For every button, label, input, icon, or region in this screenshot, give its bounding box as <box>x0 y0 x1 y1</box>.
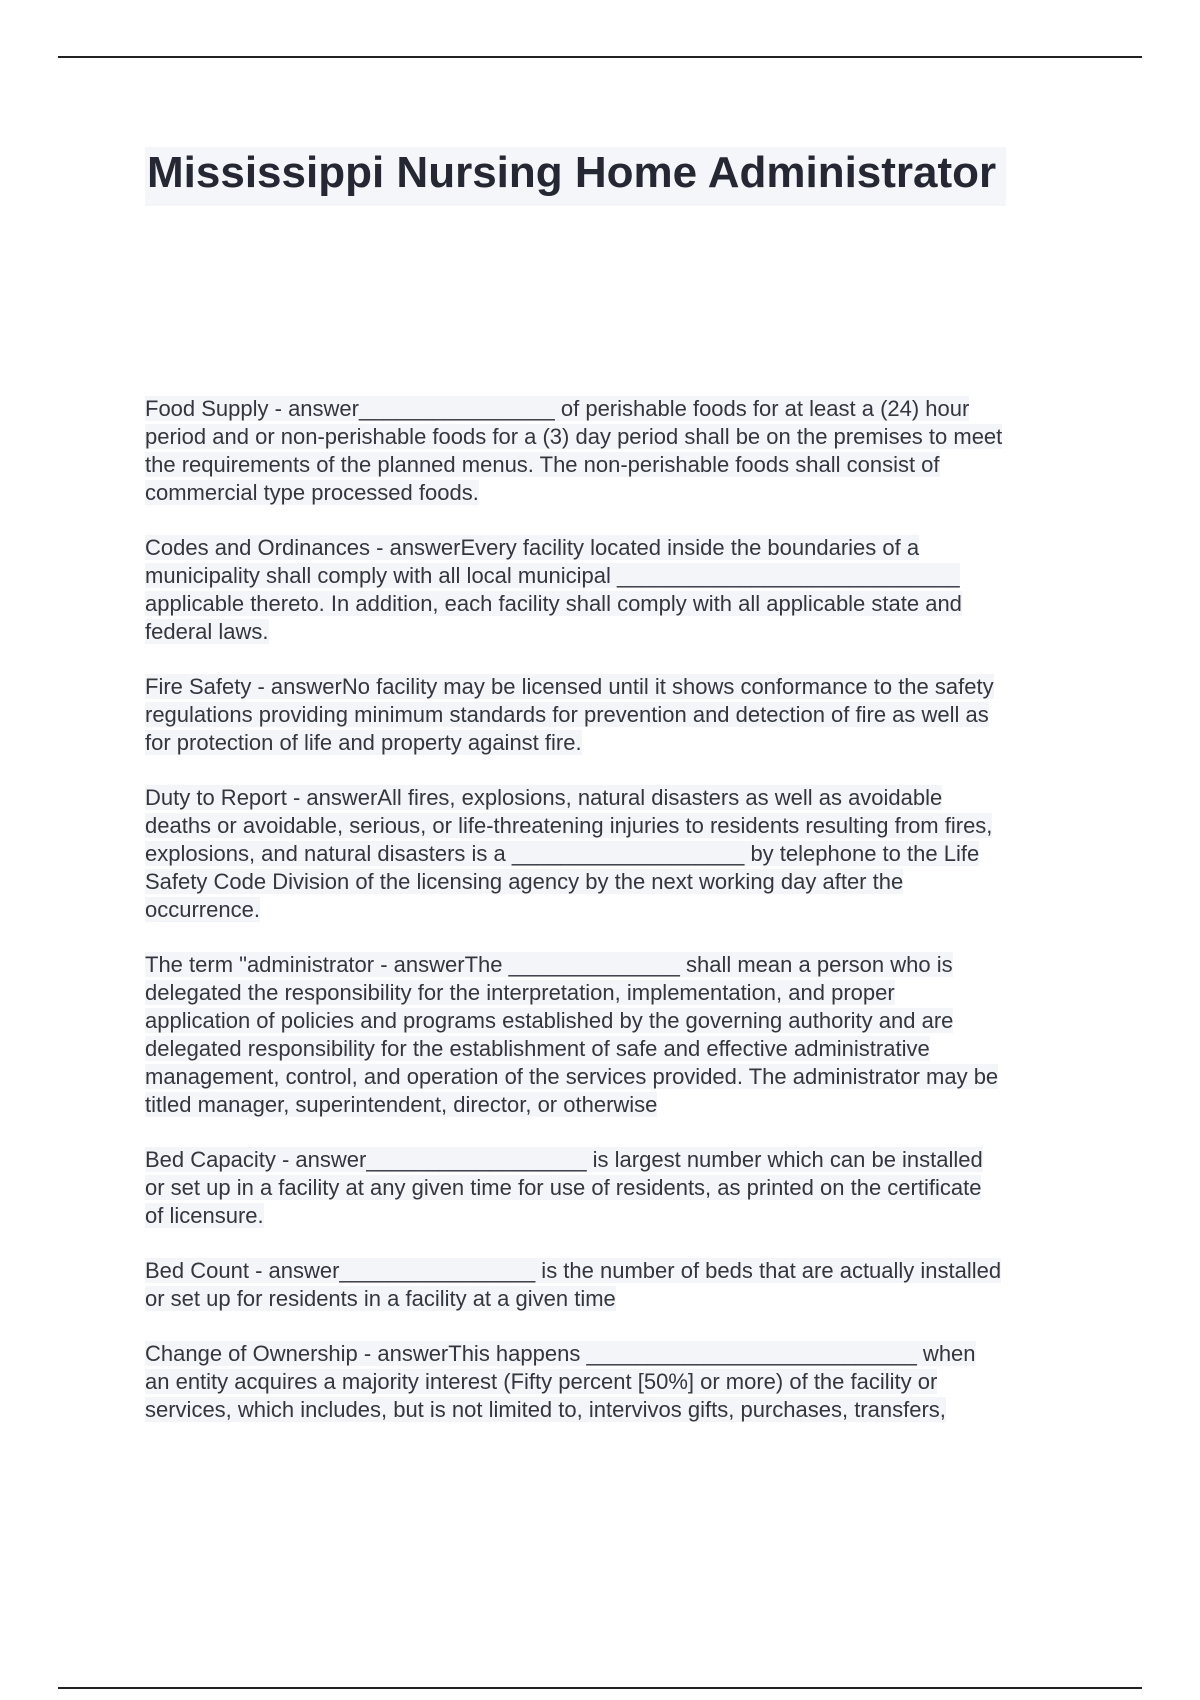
entry-line: deaths or avoidable, serious, or life-threatening injuries to residents resulting from fires, <box>145 813 993 838</box>
entry-line: for protection of life and property against fire. <box>145 730 582 755</box>
entry-line: application of policies and programs established by the governing authority and are <box>145 1008 954 1033</box>
footer-rule <box>58 1687 1142 1689</box>
entry-line: applicable thereto. In addition, each facility shall comply with all applicable state and <box>145 591 962 616</box>
entry-line: period and or non-perishable foods for a (3) day period shall be on the premises to meet <box>145 424 1003 449</box>
qa-entry-duty-to-report <box>145 784 1095 924</box>
entry-line: regulations providing minimum standards for prevention and detection of fire as well as <box>145 702 989 727</box>
qa-entry-administrator <box>145 951 1095 1119</box>
header-rule <box>58 56 1142 58</box>
entry-line: or set up in a facility at any given time for use of residents, as printed on the certificate <box>145 1175 982 1200</box>
entry-line: municipality shall comply with all local municipal ____________________________ <box>145 563 960 588</box>
entry-line: explosions, and natural disasters is a ___________________ by telephone to the Life <box>145 841 980 866</box>
entry-line: Food Supply - answer________________ of perishable foods for at least a (24) hour <box>145 396 970 421</box>
entry-line: Fire Safety - answerNo facility may be licensed until it shows conformance to the safety <box>145 674 994 699</box>
entry-line: titled manager, superintendent, director, or otherwise <box>145 1092 658 1117</box>
entry-line: occurrence. <box>145 897 260 922</box>
qa-entry-food-supply <box>145 395 1095 507</box>
entry-line: delegated the responsibility for the interpretation, implementation, and proper <box>145 980 895 1005</box>
entry-line: federal laws. <box>145 619 269 644</box>
entry-line: Duty to Report - answerAll fires, explosions, natural disasters as well as avoidable <box>145 785 943 810</box>
qa-entry-bed-count <box>145 1257 1095 1313</box>
entry-line: commercial type processed foods. <box>145 480 479 505</box>
entry-line: Codes and Ordinances - answerEvery facility located inside the boundaries of a <box>145 535 920 560</box>
qa-entry-codes-and-ordinances <box>145 534 1095 646</box>
entry-line: The term "administrator - answerThe ______________ shall mean a person who is <box>145 952 953 977</box>
entry-line: management, control, and operation of the services provided. The administrator may be <box>145 1064 999 1089</box>
entry-line: Safety Code Division of the licensing agency by the next working day after the <box>145 869 904 894</box>
document-title: Mississippi Nursing Home Administrator <box>145 147 1006 206</box>
entry-line: delegated responsibility for the establishment of safe and effective administrative <box>145 1036 930 1061</box>
entry-line: or set up for residents in a facility at a given time <box>145 1286 616 1311</box>
entry-line: Change of Ownership - answerThis happens ___________________________ when <box>145 1341 976 1366</box>
entry-line: services, which includes, but is not limited to, intervivos gifts, purchases, transfers, <box>145 1397 946 1422</box>
entry-line: an entity acquires a majority interest (Fifty percent [50%] or more) of the facility or <box>145 1369 938 1394</box>
qa-entry-change-of-ownership <box>145 1340 1095 1424</box>
entry-line: Bed Count - answer________________ is the number of beds that are actually installed <box>145 1258 1002 1283</box>
qa-entry-fire-safety <box>145 673 1095 757</box>
qa-list <box>145 395 1095 1451</box>
entry-line: the requirements of the planned menus. The non-perishable foods shall consist of <box>145 452 940 477</box>
entry-line: of licensure. <box>145 1203 264 1228</box>
qa-entry-bed-capacity <box>145 1146 1095 1230</box>
entry-line: Bed Capacity - answer__________________ is largest number which can be installed <box>145 1147 983 1172</box>
